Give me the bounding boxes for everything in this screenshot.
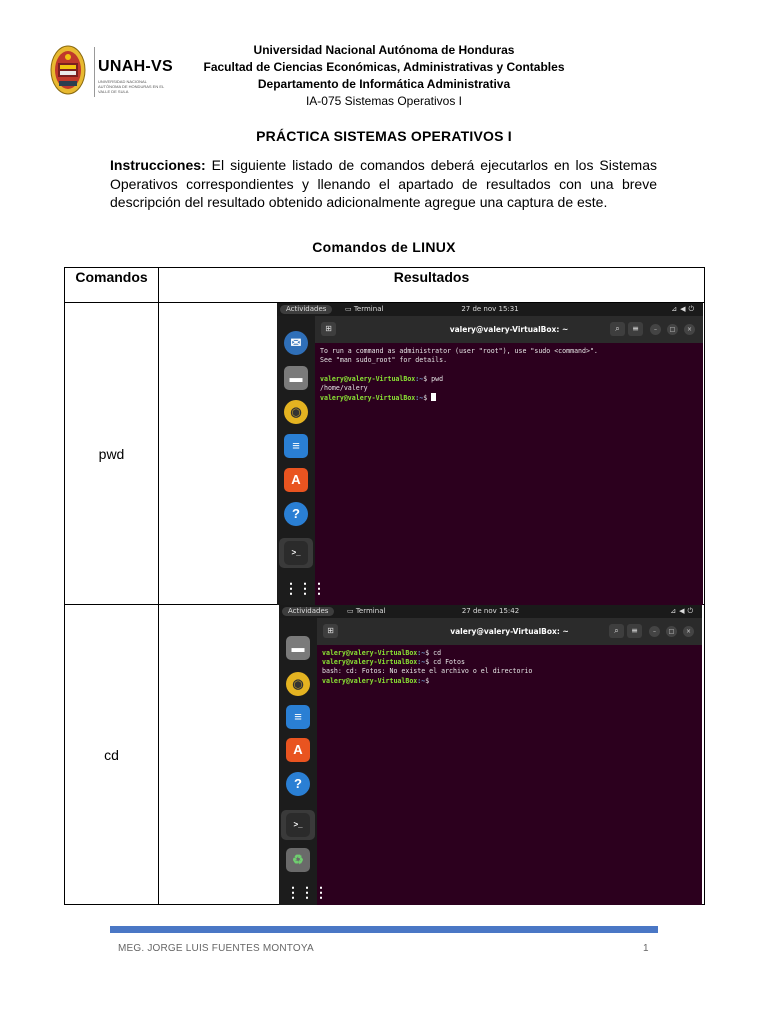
table-row [65,605,705,905]
prompt-user: valery@valery-VirtualBox [322,658,418,667]
maximize-icon[interactable]: □ [667,324,678,335]
show-apps-icon[interactable]: ⋮⋮⋮ [284,580,326,596]
terminal-titlebar [315,316,703,343]
terminal-line [320,365,698,374]
result-cell [159,605,705,905]
table-row [65,303,705,605]
hamburger-menu-icon[interactable]: ≡ [627,624,642,638]
writer-icon[interactable]: ≡ [286,705,310,729]
rhythmbox-icon[interactable]: ◉ [284,400,308,424]
writer-icon[interactable]: ≡ [284,434,308,458]
commands-table [64,267,705,905]
app-menu-label: Terminal [355,607,386,615]
software-icon[interactable]: A [286,738,310,762]
command-cell: pwd [65,303,159,605]
university-seal-icon [50,45,86,95]
terminal-app-icon: ▭ [347,607,356,615]
terminal-text: $ pwd [423,374,444,383]
terminal-cursor [431,393,436,401]
table-header-row [65,268,705,303]
hamburger-menu-icon[interactable]: ≡ [628,322,643,336]
terminal-text: To run a command as administrator (user "root"), use "sudo <command>". [320,347,598,355]
logo-subtitle: UNIVERSIDAD NACIONAL AUTÓNOMA DE HONDURAS EN EL VALLE DE SULA [98,79,165,94]
close-icon[interactable]: × [684,324,695,335]
terminal-text: /home/valery [320,383,368,392]
close-icon[interactable]: × [683,626,694,637]
terminal-dock-icon[interactable]: >_ [284,541,308,565]
terminal-line [320,356,698,365]
search-icon[interactable]: ⌕ [609,624,624,638]
system-tray-icons[interactable]: ⊿◀⏻ [671,305,697,313]
new-tab-icon[interactable]: ⊞ [321,322,336,336]
search-icon[interactable]: ⌕ [610,322,625,336]
terminal-output[interactable] [315,343,703,605]
terminal-text [320,365,324,373]
terminal-text: $ [425,676,430,685]
rhythmbox-icon[interactable]: ◉ [286,672,310,696]
terminal-line [320,393,698,403]
prompt-user: valery@valery-VirtualBox [322,649,418,657]
gnome-top-bar [279,605,702,618]
dock [279,618,328,905]
header-course: IA-075 Sistemas Operativos I [305,94,463,108]
files-icon[interactable]: ▬ [286,636,310,660]
page-number: 1 [643,943,649,954]
terminal-output[interactable] [317,645,702,905]
terminal-window-title: valery@valery-VirtualBox: ~ [450,627,569,636]
terminal-text: See "man sudo_root" for details. [320,356,448,365]
terminal-text: $ [423,394,432,403]
thunderbird-icon[interactable]: ✉ [284,331,308,355]
prompt-path: :~ [415,374,424,383]
terminal-app-icon: ▭ [345,305,354,313]
app-menu-label: Terminal [353,305,384,313]
instructions-label: Instrucciones: [110,157,206,173]
section-subtitle: Comandos de LINUX [312,239,456,255]
terminal-line [320,375,698,384]
header-department: Departamento de Informática Administrativa [257,77,511,91]
minimize-icon[interactable]: – [650,324,661,335]
prompt-user: valery@valery-VirtualBox [320,394,416,403]
header-university: Universidad Nacional Autónoma de Honduras [253,43,515,57]
logo-divider [94,47,95,97]
header-results: Resultados [159,268,705,303]
terminal-text: $ cd Fotos [425,658,465,667]
terminal-screenshot [279,605,702,905]
command-cell: cd [65,605,159,905]
new-tab-icon[interactable]: ⊞ [323,624,338,638]
prompt-path: :~ [417,649,426,657]
help-icon[interactable]: ? [286,772,310,796]
dock [277,316,326,605]
help-icon[interactable]: ? [284,502,308,526]
terminal-line [322,658,697,667]
prompt-path: :~ [417,676,426,685]
gnome-top-bar [277,303,703,316]
show-apps-icon[interactable]: ⋮⋮⋮ [286,884,328,900]
prompt-path: :~ [417,658,426,667]
terminal-text: $ cd [425,649,442,657]
terminal-titlebar [317,618,702,645]
software-icon[interactable]: A [284,468,308,492]
clock[interactable]: 27 de nov 15:31 [461,305,519,313]
terminal-screenshot [277,303,703,605]
terminal-text: bash: cd: Fotos: No existe el archivo o el directorio [322,667,533,676]
terminal-dock-icon[interactable]: >_ [286,813,310,837]
footer-author: MEG. JORGE LUIS FUENTES MONTOYA [118,943,314,954]
document-header [180,42,588,110]
system-tray-icons[interactable]: ⊿◀⏻ [670,607,696,615]
terminal-window-title: valery@valery-VirtualBox: ~ [449,325,569,334]
instructions-paragraph [110,156,657,212]
footer-bar [110,926,658,933]
terminal-line [322,667,697,676]
files-icon[interactable]: ▬ [284,366,308,390]
prompt-user: valery@valery-VirtualBox [322,676,418,685]
terminal-line [322,677,697,686]
result-cell [159,303,705,605]
maximize-icon[interactable]: □ [666,626,677,637]
prompt-user: valery@valery-VirtualBox [320,374,416,383]
header-faculty: Facultad de Ciencias Económicas, Administrativas y Contables [203,60,565,74]
activities-button[interactable]: Actividades [282,607,334,616]
terminal-line [320,347,698,356]
prompt-path: :~ [415,394,424,403]
university-logo [50,45,180,99]
logo-title: UNAH-VS [98,58,173,75]
header-commands: Comandos [65,268,159,303]
clock[interactable]: 27 de nov 15:42 [461,607,520,615]
activities-button[interactable]: Actividades [280,305,332,314]
trash-icon[interactable]: ♻ [286,848,310,872]
document-title: PRÁCTICA SISTEMAS OPERATIVOS I [256,128,512,144]
minimize-icon[interactable]: – [649,626,660,637]
instructions-text: El siguiente listado de comandos deberá ejecutarlos en los Sistemas Operativos correspondientes y llenando el apartado de resultados con una breve descripción del resultado obtenido adicionalmente agregue una captura de este. [110,157,657,210]
terminal-line [322,649,697,658]
terminal-line [320,384,698,393]
